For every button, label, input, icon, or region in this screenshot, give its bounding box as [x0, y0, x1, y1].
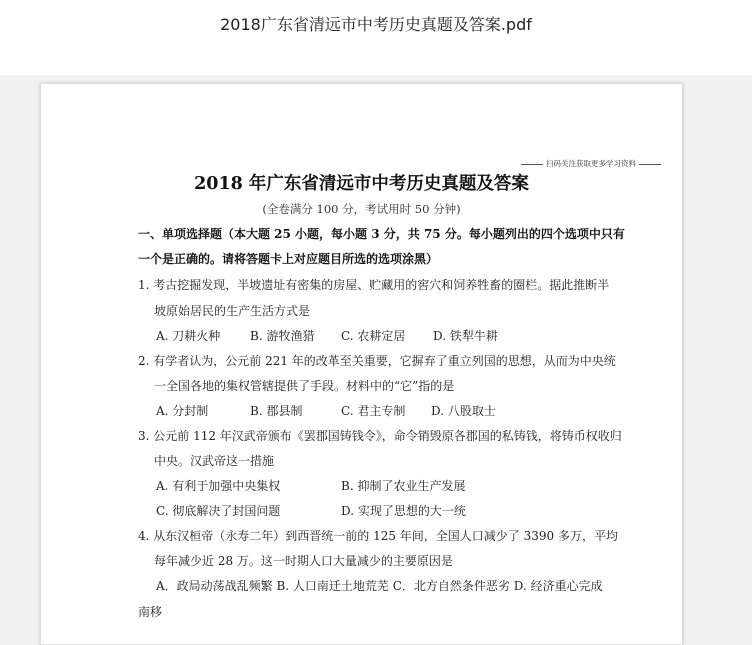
question-2-line-1: 2. 有学者认为，公元前 221 年的改革至关重要，它摒弃了重立列国的思想，从而为中央统 [138, 354, 616, 368]
document-subtitle: (全卷满分 100 分，考试用时 50 分钟) [262, 202, 461, 216]
question-1-option-b: B. 游牧渔猎 [250, 329, 315, 343]
question-2-option-c: C. 君主专制 [341, 404, 406, 418]
qr-slogan [518, 158, 664, 169]
question-3-option-d: D. 实现了思想的大一统 [341, 504, 466, 518]
question-1-option-c: C. 农耕定居 [341, 329, 406, 343]
question-4-line-2: 每年减少近 28 万。这一时期人口大量减少的主要原因是 [154, 554, 453, 568]
question-3-option-b: B. 抑制了农业生产发展 [341, 479, 466, 493]
question-4-options-line: A．政局动荡战乱频繁 B. 人口南迁土地荒芜 C．北方自然条件恶劣 D. 经济重心完成 [156, 579, 603, 593]
slogan-rule-left [521, 164, 543, 165]
question-3-option-c: C. 彻底解决了封国问题 [156, 504, 281, 518]
question-4-options-wrap: 南移 [138, 605, 163, 619]
question-2-option-d: D. 八股取士 [431, 404, 496, 418]
question-3-option-a: A. 有利于加强中央集权 [156, 479, 281, 493]
question-2-option-b: B. 郡县制 [250, 404, 303, 418]
question-1-option-d: D. 铁犁牛耕 [433, 329, 498, 343]
slogan-text: 扫码关注获取更多学习资料 [546, 159, 636, 168]
viewer-toolbar [0, 0, 752, 75]
question-1-option-a: A. 刀耕火种 [156, 329, 221, 343]
question-3-line-1: 3. 公元前 112 年汉武帝颁布《罢郡国铸钱令》，命令销毁原各郡国的私铸钱，将铸币权收归 [138, 429, 622, 443]
slogan-rule-right [639, 164, 661, 165]
document-title: 2018 年广东省清远市中考历史真题及答案 [194, 174, 529, 194]
question-2-option-a: A. 分封制 [156, 404, 209, 418]
question-4-line-1: 4. 从东汉桓帝（永寿二年）到西晋统一前的 125 年间，全国人口减少了 3390 多万，平均 [138, 529, 618, 543]
file-title: 2018广东省清远市中考历史真题及答案.pdf [220, 15, 532, 34]
question-1-line-2: 坡原始居民的生产生活方式是 [154, 304, 311, 318]
question-2-line-2: 一全国各地的集权管辖提供了手段。材料中的“它”指的是 [154, 379, 455, 393]
section-heading-line1: 一、单项选择题（本大题 25 小题，每小题 3 分，共 75 分。每小题列出的四个选项中只有 [138, 227, 625, 241]
pdf-page [40, 83, 683, 645]
section-heading-line2: 一个是正确的。请将答题卡上对应题目所选的选项涂黑） [138, 252, 439, 266]
question-3-line-2: 中央。汉武帝这一措施 [154, 454, 275, 468]
question-1-line-1: 1. 考古挖掘发现，半坡遗址有密集的房屋、贮藏用的窖穴和饲养牲畜的圈栏。据此推断半 [138, 278, 610, 292]
